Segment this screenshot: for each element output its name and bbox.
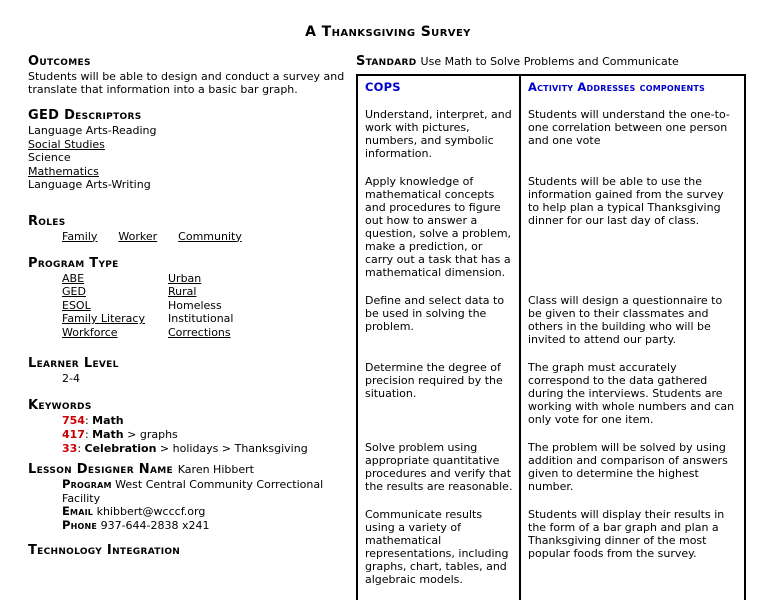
- cops-cell: Determine the degree of precision required by the situation.: [357, 358, 520, 438]
- outcomes-body: Students will be able to design and conduct a survey and translate that information into a basic bar graph.: [28, 70, 345, 96]
- technology-integration-heading: Technology Integration: [28, 543, 181, 558]
- learner-level-value: 2-4: [62, 372, 80, 385]
- outcomes-heading: Outcomes: [28, 54, 91, 69]
- keywords-list: [62, 414, 352, 456]
- standards-table-row: [357, 505, 745, 600]
- program-type-col2: [168, 272, 233, 340]
- designer-field-value: West Central Community Correctional Facility: [62, 478, 324, 505]
- keyword-item: 754: Math: [62, 414, 124, 427]
- designer-field: [62, 519, 352, 533]
- standards-table-row: [357, 105, 745, 172]
- role-item: Community: [178, 229, 242, 243]
- keyword-item: 417: Math > graphs: [62, 428, 178, 441]
- standards-table-header-row: [357, 75, 745, 105]
- program-type-item: Urban: [168, 271, 202, 285]
- designer-field-value: khibbert@wcccf.org: [93, 505, 206, 518]
- section-program-type: [28, 256, 352, 340]
- standards-table: [356, 74, 746, 600]
- ged-descriptors-list: [28, 124, 352, 192]
- keyword-part: > holidays > Thanksgiving: [156, 442, 308, 455]
- lesson-designer-fields: [62, 478, 352, 532]
- standards-table-row: [357, 291, 745, 358]
- designer-field-label: Email: [62, 504, 94, 518]
- standards-table-row: [357, 172, 745, 291]
- standards-table-row: [357, 438, 745, 505]
- role-item: Family: [62, 229, 98, 243]
- lesson-designer-heading: [28, 462, 352, 477]
- ged-descriptor-item: Science: [28, 151, 71, 164]
- standard-line: [356, 54, 746, 69]
- designer-field-value: 937-644-2838 x241: [97, 518, 210, 532]
- program-type-item: Rural: [168, 285, 197, 298]
- ged-descriptor-item: Social Studies: [28, 137, 105, 151]
- cops-cell: Apply knowledge of mathematical concepts and procedures to figure out how to answer a question, solve a problem, make a prediction, or carry out a task that has a mathematical dimension.: [357, 172, 520, 291]
- section-ged-descriptors: [28, 108, 352, 192]
- ged-descriptors-heading: GED Descriptors: [28, 108, 142, 123]
- cops-cell: Understand, interpret, and work with pictures, numbers, and symbolic information.: [357, 105, 520, 172]
- activity-cell: Students will be able to use the information gained from the survey to help plan a typical Thanksgiving dinner for our last day of class.: [528, 175, 724, 227]
- section-roles: [28, 214, 352, 243]
- designer-field-label: Program: [62, 477, 112, 491]
- keyword-part: Math: [92, 428, 124, 441]
- program-type-col1: [62, 272, 168, 340]
- page-title: A Thanksgiving Survey: [305, 24, 471, 40]
- program-type-item: Homeless: [168, 298, 222, 312]
- activity-cell: Students will understand the one-to-one correlation between one person and one vote: [528, 108, 730, 147]
- keyword-number: 754: [62, 414, 85, 427]
- ged-descriptor-item: Mathematics: [28, 164, 99, 178]
- lesson-designer-name: Karen Hibbert: [177, 463, 254, 476]
- activity-cell: Students will display their results in the form of a bar graph and plan a Thanksgiving dinner of the most popular foods from the survey.: [528, 508, 725, 560]
- keyword-item: 33: Celebration > holidays > Thanksgiving: [62, 442, 308, 455]
- keywords-heading: Keywords: [28, 398, 92, 413]
- roles-heading: Roles: [28, 213, 66, 229]
- ged-descriptor-item: Language Arts-Reading: [28, 124, 157, 137]
- standard-label: Standard: [356, 54, 417, 69]
- program-type-item: Family Literacy: [62, 312, 145, 325]
- section-lesson-designer: [28, 462, 352, 532]
- program-type-item: Institutional: [168, 312, 234, 325]
- keyword-number: 417: [62, 428, 85, 441]
- role-item: Worker: [118, 229, 158, 243]
- keyword-part: Celebration: [84, 442, 157, 455]
- roles-list: [62, 230, 352, 243]
- keyword-part: > graphs: [123, 428, 178, 441]
- standard-value: Use Math to Solve Problems and Communicate: [420, 55, 679, 68]
- learner-level-heading: Learner Level: [28, 356, 119, 371]
- activity-cell: The problem will be solved by using addition and comparison of answers given to determine the highest number.: [528, 441, 728, 493]
- cops-cell: Communicate results using a variety of mathematical representations, including graphs, chart, tables, and algebraic models.: [357, 505, 520, 600]
- lesson-designer-label: Lesson Designer Name: [28, 462, 173, 477]
- keyword-number: 33: [62, 442, 78, 455]
- designer-field-label: Phone: [62, 517, 98, 532]
- designer-field: [62, 505, 352, 519]
- cops-cell: Solve problem using appropriate quantitative procedures and verify that the results are reasonable.: [357, 438, 520, 505]
- right-column: [356, 54, 746, 600]
- cops-column-header: COPS: [357, 75, 520, 105]
- program-type-grid: [62, 272, 352, 340]
- section-learner-level: [28, 356, 352, 385]
- program-type-item: ESOL: [62, 298, 91, 312]
- section-outcomes: [28, 54, 352, 96]
- section-keywords: [28, 398, 352, 456]
- activity-column-header: Activity Addresses components: [528, 80, 705, 94]
- program-type-item: GED: [62, 285, 86, 298]
- program-type-item: Corrections: [168, 325, 231, 339]
- activity-cell: Class will design a questionnaire to be given to their classmates and others in the building who will be invited to attend our party.: [528, 294, 723, 346]
- keyword-part: Math: [92, 414, 124, 427]
- columns: [0, 40, 776, 600]
- designer-field: [62, 478, 352, 505]
- section-technology-integration: [28, 543, 352, 558]
- program-type-item: Workforce: [62, 325, 118, 339]
- left-column: [28, 54, 352, 600]
- program-type-heading: Program Type: [28, 255, 119, 271]
- cops-cell: Define and select data to be used in solving the problem.: [357, 291, 520, 358]
- ged-descriptor-item: Language Arts-Writing: [28, 178, 151, 191]
- standards-table-row: [357, 358, 745, 438]
- program-type-item: ABE: [62, 271, 85, 285]
- activity-cell: The graph must accurately correspond to the data gathered during the interviews. Students are working with whole numbers and can only vote for one item.: [528, 361, 735, 426]
